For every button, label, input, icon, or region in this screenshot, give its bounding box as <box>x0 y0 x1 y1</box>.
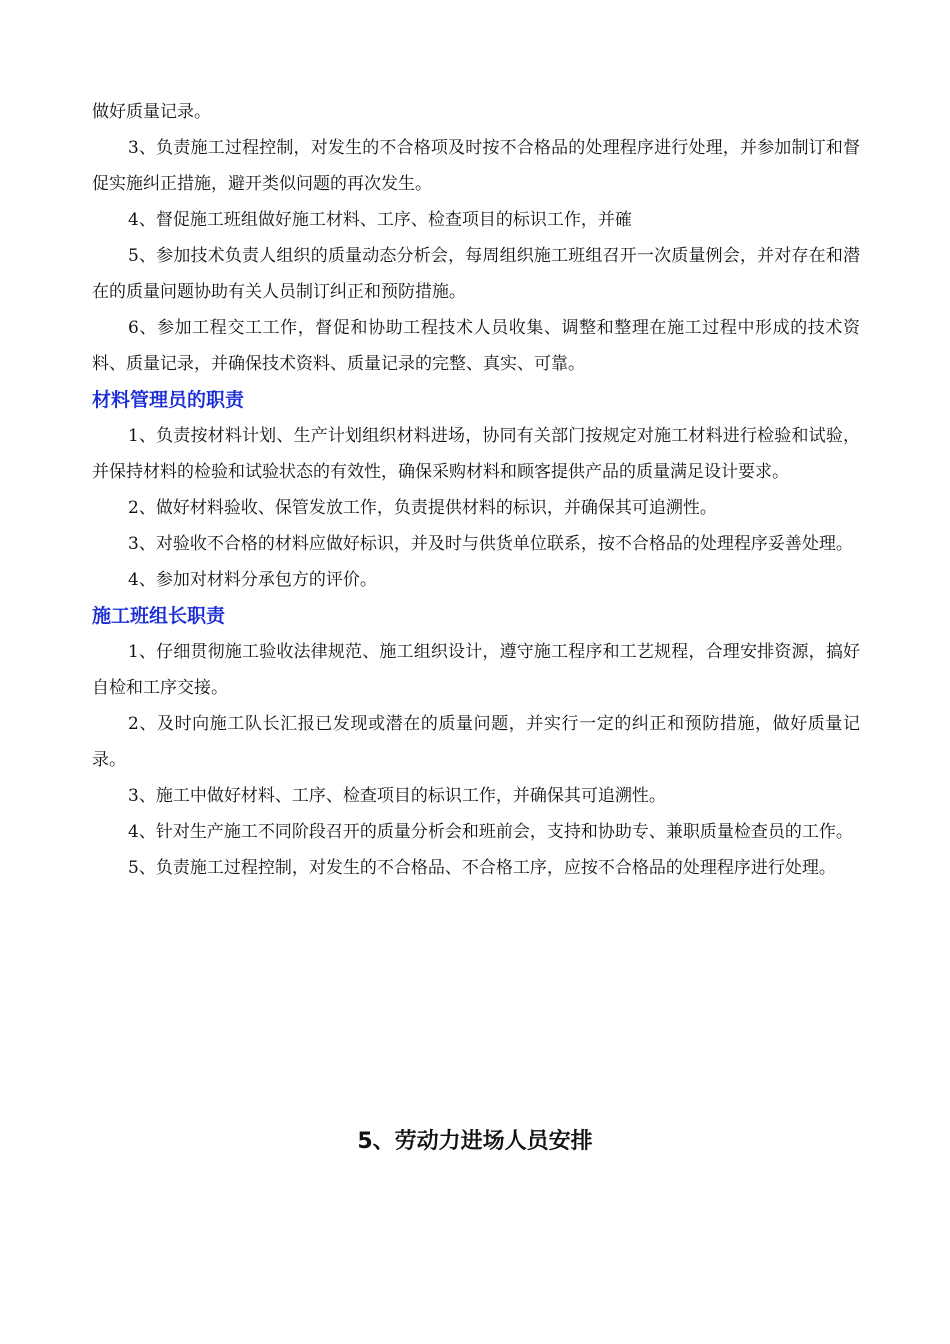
document-body <box>92 94 860 886</box>
paragraph-team-item-1: 1、仔细贯彻施工验收法律规范、施工组织设计，遵守施工程序和工艺规程，合理安排资源，搞好自检和工序交接。 <box>92 642 860 698</box>
section-title: 5、劳动力进场人员安排 <box>357 1129 593 1154</box>
paragraph-continuation: 做好质量记录。 <box>92 102 211 122</box>
paragraph-team-item-2: 2、及时向施工队长汇报已发现或潜在的质量问题，并实行一定的纠正和预防措施，做好质量记录。 <box>92 714 860 770</box>
paragraph-team-item-4: 4、针对生产施工不同阶段召开的质量分析会和班前会，支持和协助专、兼职质量检查员的工作。 <box>128 822 853 842</box>
paragraph-qc-item-6: 6、参加工程交工工作，督促和协助工程技术人员收集、调整和整理在施工过程中形成的技术资料、质量记录，并确保技术资料、质量记录的完整、真实、可靠。 <box>92 318 860 374</box>
heading-team-leader: 施工班组长职责 <box>92 605 226 627</box>
paragraph-materials-item-4: 4、参加对材料分承包方的评价。 <box>128 570 377 590</box>
heading-materials-manager: 材料管理员的职责 <box>92 389 245 411</box>
paragraph-team-item-3: 3、施工中做好材料、工序、检查项目的标识工作，并确保其可追溯性。 <box>128 786 666 806</box>
paragraph-materials-item-1: 1、负责按材料计划、生产计划组织材料进场，协同有关部门按规定对施工材料进行检验和试验，并保持材料的检验和试验状态的有效性，确保采购材料和顾客提供产品的质量满足设计要求。 <box>92 426 860 482</box>
paragraph-qc-item-3: 3、负责施工过程控制，对发生的不合格项及时按不合格品的处理程序进行处理，并参加制订和督促实施纠正措施，避开类似问题的再次发生。 <box>92 138 860 194</box>
paragraph-qc-item-5: 5、参加技术负责人组织的质量动态分析会，每周组织施工班组召开一次质量例会，并对存在和潜在的质量问题协助有关人员制订纠正和预防措施。 <box>92 246 860 302</box>
paragraph-materials-item-2: 2、做好材料验收、保管发放工作，负责提供材料的标识，并确保其可追溯性。 <box>128 498 717 518</box>
paragraph-team-item-5: 5、负责施工过程控制，对发生的不合格品、不合格工序，应按不合格品的处理程序进行处理。 <box>128 858 836 878</box>
paragraph-materials-item-3: 3、对验收不合格的材料应做好标识，并及时与供货单位联系，按不合格品的处理程序妥善处理。 <box>128 534 853 554</box>
paragraph-qc-item-4: 4、督促施工班组做好施工材料、工序、检查项目的标识工作，并確 <box>128 210 632 230</box>
